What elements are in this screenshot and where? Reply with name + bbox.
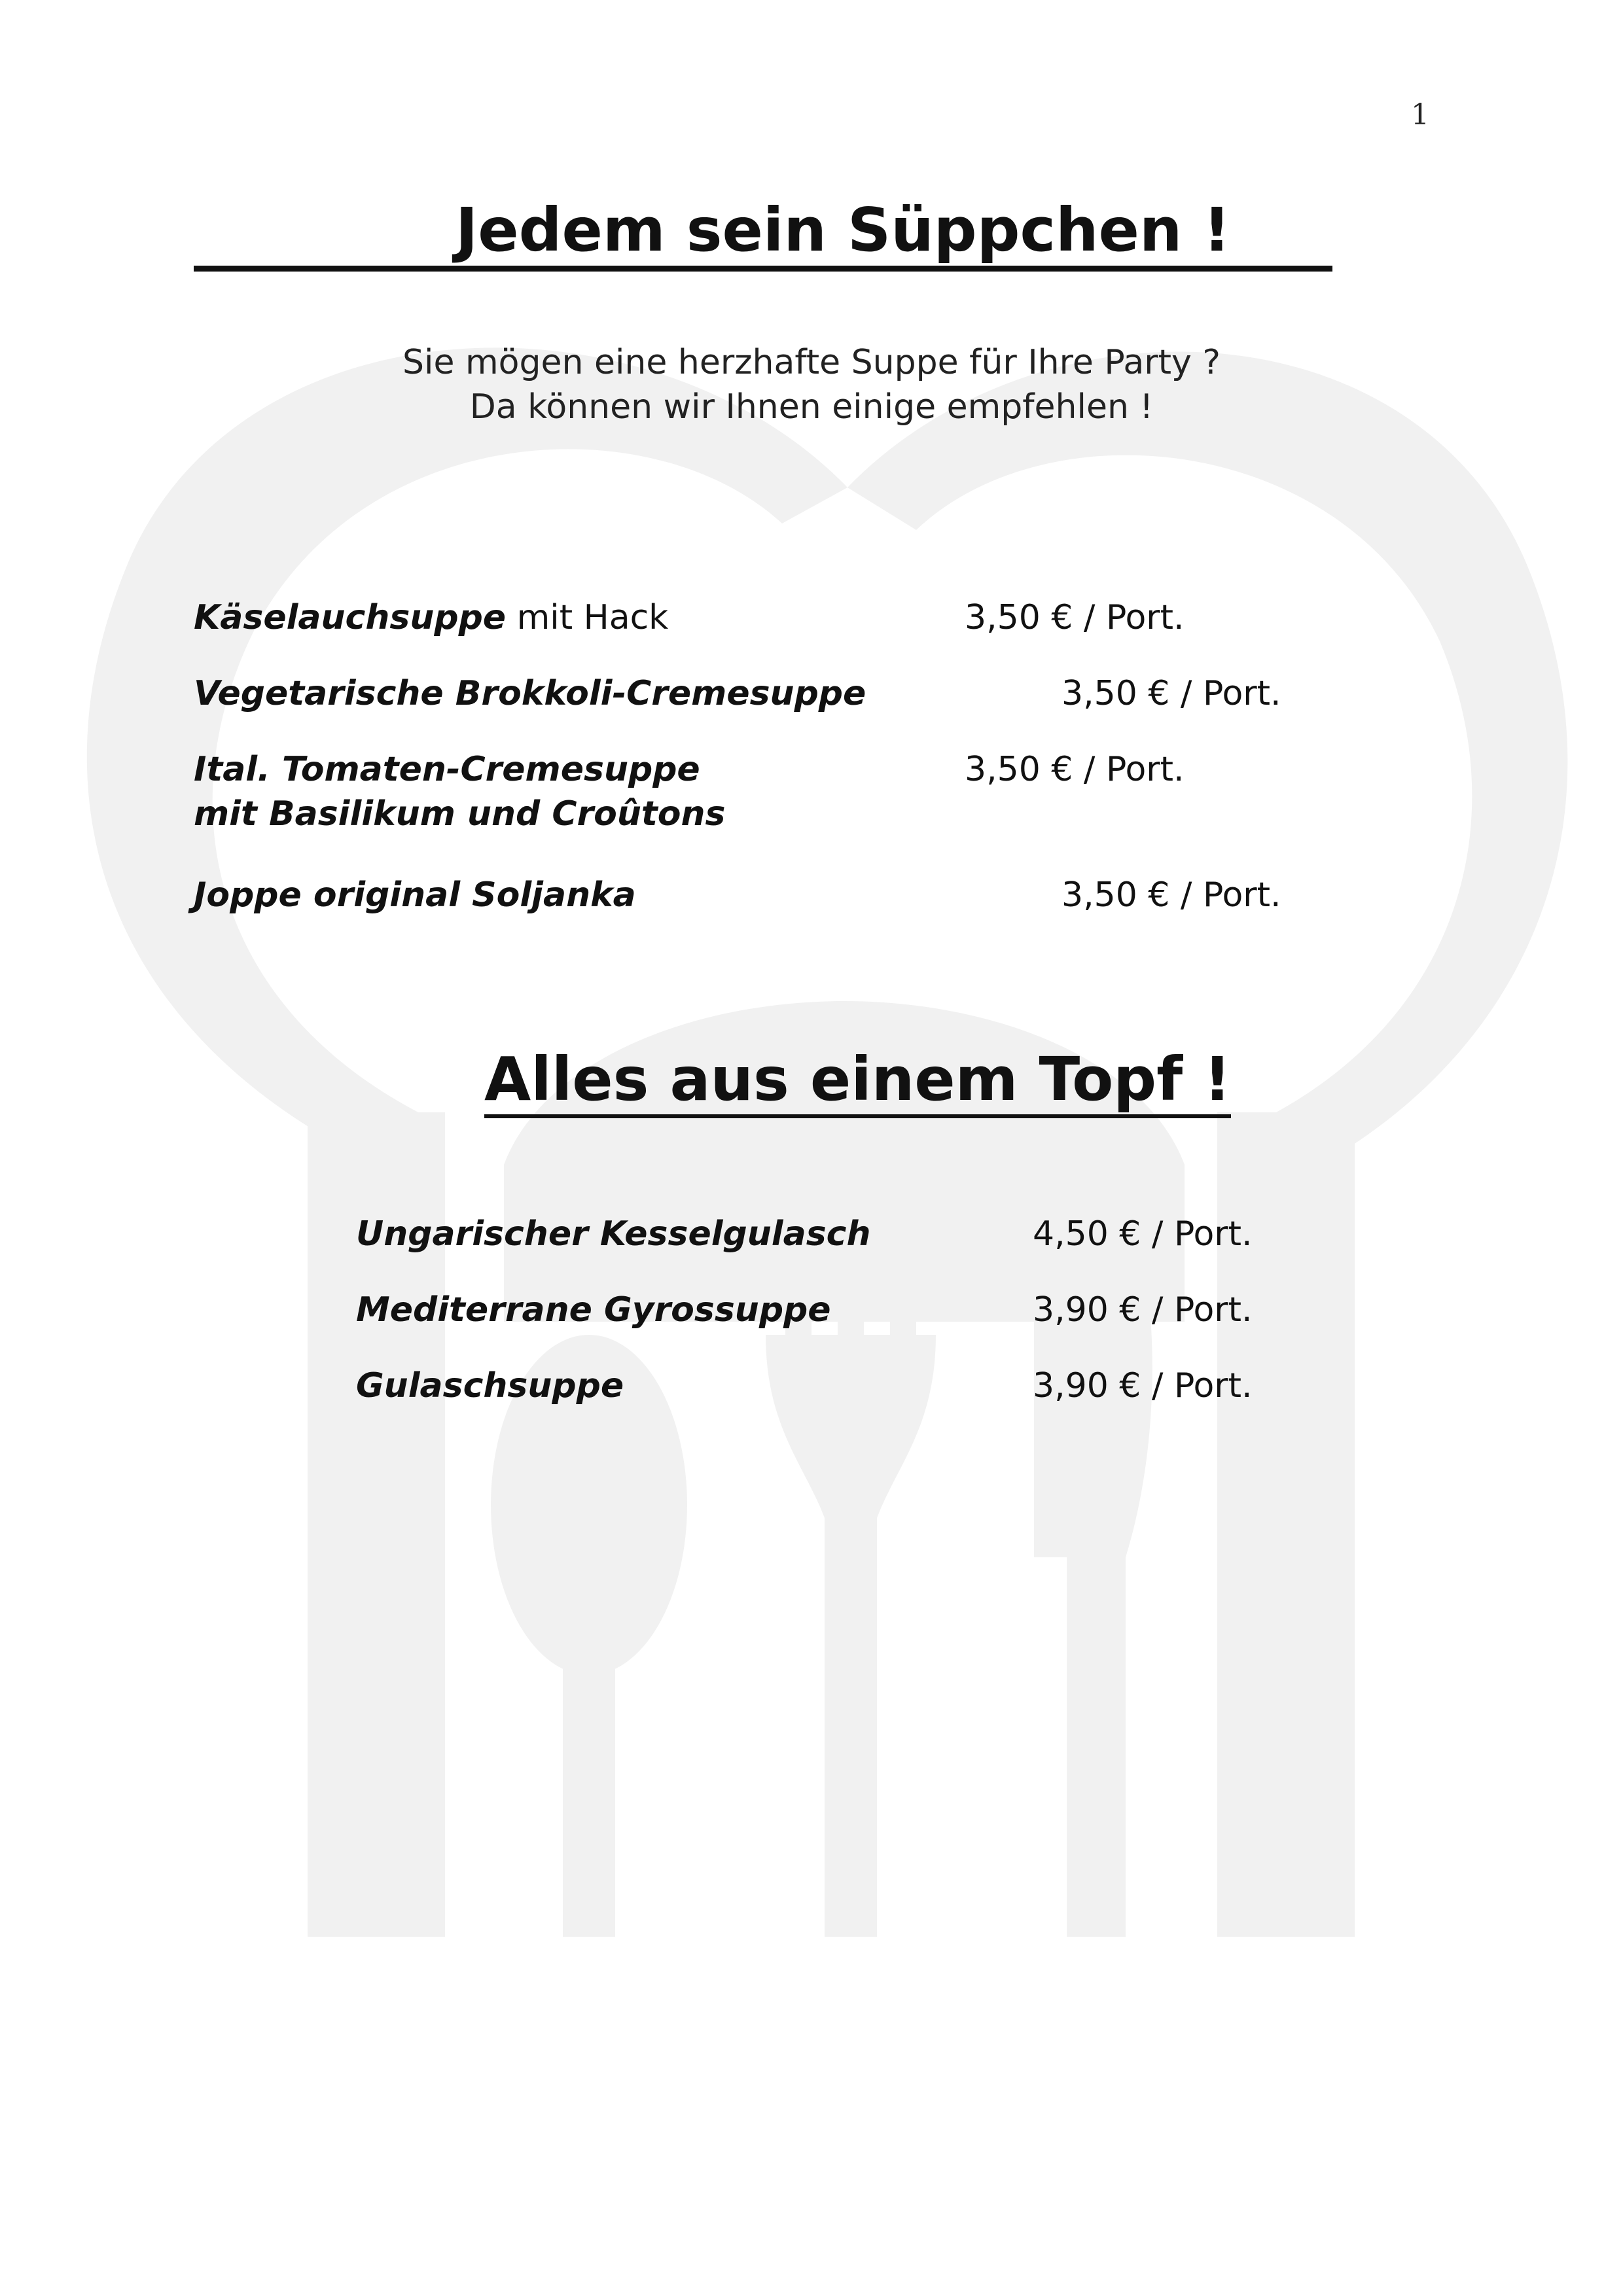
soups-heading-text: Jedem sein Süppchen ! <box>455 195 1231 265</box>
menu-item-price: 3,50 € / Port. <box>1061 875 1281 915</box>
page-number: 1 <box>1411 98 1429 132</box>
menu-item-name-suffix: mit Hack <box>506 598 669 637</box>
menu-item-price: 3,50 € / Port. <box>965 750 1185 789</box>
menu-item-price: 3,90 € / Port. <box>1033 1366 1253 1405</box>
menu-item-name: Gulaschsuppe <box>356 1366 624 1405</box>
menu-item-name: Ungarischer Kesselgulasch <box>356 1214 871 1254</box>
menu-item-name <box>194 595 668 640</box>
menu-item-price: 3,90 € / Port. <box>1033 1290 1253 1330</box>
menu-item-name: Joppe original Soljanka <box>194 875 636 915</box>
menu-item-price: 3,50 € / Port. <box>1061 674 1281 713</box>
menu-item-name: Vegetarische Brokkoli-Cremesuppe <box>194 674 866 713</box>
menu-item-name-main: Käselauchsuppe <box>194 598 507 637</box>
stew-heading-text: Alles aus einem Topf ! <box>484 1044 1231 1118</box>
intro-line-2: Da können wir Ihnen einige empfehlen ! <box>469 387 1154 427</box>
menu-item-name-line2: mit Basilikum und Croûtons <box>194 794 726 834</box>
intro-line-1: Sie mögen eine herzhafte Suppe für Ihre Party ? <box>402 343 1221 382</box>
menu-item-name: Mediterrane Gyrossuppe <box>356 1290 831 1330</box>
soups-heading <box>194 194 1332 272</box>
menu-item-name: Ital. Tomaten-Cremesuppe <box>194 750 700 789</box>
stew-heading <box>484 1044 1232 1114</box>
menu-item-price: 4,50 € / Port. <box>1033 1214 1253 1254</box>
intro-text <box>288 340 1335 429</box>
menu-item-price: 3,50 € / Port. <box>965 598 1185 637</box>
